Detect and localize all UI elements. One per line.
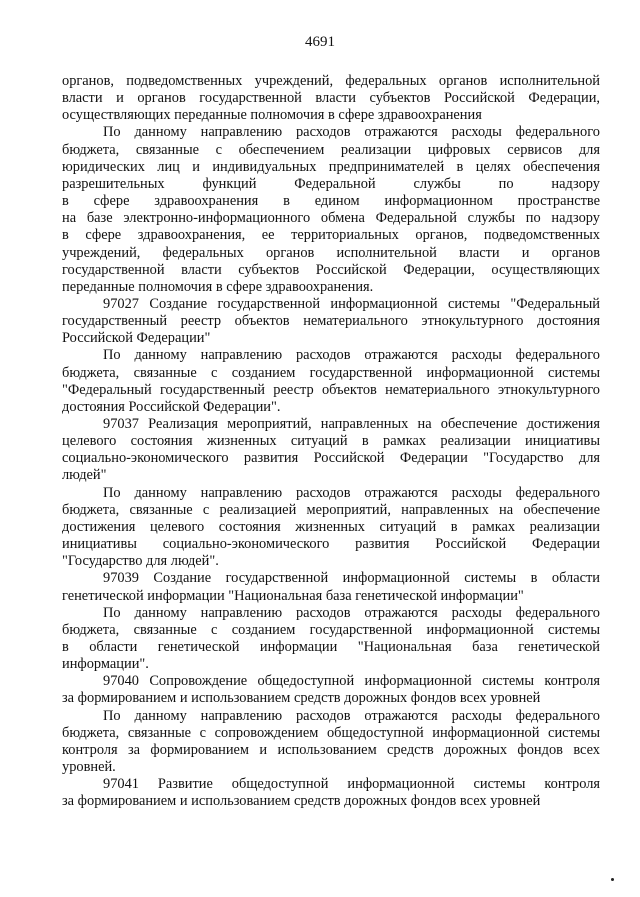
text-line: По данному направлению расходов отражаются расходы федерального	[103, 707, 600, 724]
text-line: бюджета, связанные с сопровождением общедоступной информационной системы	[62, 724, 600, 741]
text-line: информации".	[62, 656, 149, 673]
text-line: органов, подведомственных учреждений, федеральных органов исполнительной	[62, 73, 600, 89]
text-line: юридических лиц и индивидуальных предпринимателей в целях обеспечения	[62, 158, 600, 175]
text-line: власти и органов государственной власти субъектов Российской Федерации,	[62, 90, 600, 107]
text-line: генетической информации "Национальная база генетической информации"	[62, 587, 524, 604]
text-line: Российской Федерации"	[62, 330, 211, 347]
text-line: в сфере здравоохранения, ее территориальных органов, подведомственных	[62, 227, 600, 244]
text-line: учреждений, федеральных органов исполнительной власти и органов	[62, 244, 600, 261]
page-number: 4691	[305, 34, 335, 50]
text-line: переданные полномочия в сфере здравоохранения.	[62, 278, 374, 295]
text-line: По данному направлению расходов отражаются расходы федерального	[103, 347, 600, 364]
text-line: достижения целевого состояния жизненных ситуаций в рамках реализации	[62, 518, 600, 535]
text-line: 97037 Реализация мероприятий, направленных на обеспечение достижения	[103, 416, 600, 432]
text-line: за формированием и использованием средств дорожных фондов всех уровней	[62, 793, 541, 810]
text-line: 97041 Развитие общедоступной информационной системы контроля	[103, 776, 600, 793]
text-line: уровней.	[62, 759, 116, 775]
text-line: По данному направлению расходов отражаются расходы федерального	[103, 124, 600, 141]
text-line: разрешительных функций Федеральной службы по надзору	[62, 175, 600, 192]
text-line: 97040 Сопровождение общедоступной информационной системы контроля	[103, 673, 600, 690]
text-line: 97027 Создание государственной информационной системы "Федеральный	[103, 295, 600, 312]
text-line: По данному направлению расходов отражаются расходы федерального	[103, 604, 600, 621]
text-line: целевого состояния жизненных ситуаций в рамках реализации инициативы	[62, 433, 600, 450]
text-line: 97039 Создание государственной информационной системы в области	[103, 570, 600, 587]
text-line: бюджета, связанные с созданием государственной информационной системы	[62, 621, 600, 638]
text-line: достояния Российской Федерации".	[62, 398, 281, 415]
text-line: государственной власти субъектов Российской Федерации, осуществляющих	[62, 261, 600, 278]
text-line: за формированием и использованием средств дорожных фондов всех уровней	[62, 690, 541, 707]
text-line: бюджета, связанные с обеспечением реализации цифровых сервисов для	[62, 141, 600, 158]
text-line: социально-экономического развития Российской Федерации "Государство для	[62, 450, 600, 467]
text-line: осуществляющих переданные полномочия в сфере здравоохранения	[62, 107, 482, 124]
text-line: "Государство для людей".	[62, 553, 219, 570]
text-line: бюджета, связанные с созданием государственной информационной системы	[62, 364, 600, 381]
text-line: государственный реестр объектов нематериального этнокультурного достояния	[62, 313, 600, 330]
text-line: контроля за формированием и использованием средств дорожных фондов всех	[62, 741, 600, 758]
text-line: По данному направлению расходов отражаются расходы федерального	[103, 484, 600, 501]
text-line: "Федеральный государственный реестр объектов нематериального этнокультурного	[62, 381, 600, 398]
text-line: инициативы социально-экономического развития Российской Федерации	[62, 536, 600, 553]
text-line: людей"	[62, 467, 107, 484]
text-line: бюджета, связанные с реализацией мероприятий, направленных на обеспечение	[62, 501, 600, 518]
text-line: на базе электронно-информационного обмена Федеральной службы по надзору	[62, 210, 600, 227]
text-line: в области генетической информации "Национальная база генетической	[62, 638, 600, 655]
text-line: в сфере здравоохранения в едином информационном пространстве	[62, 193, 600, 210]
scan-speck	[611, 878, 614, 881]
